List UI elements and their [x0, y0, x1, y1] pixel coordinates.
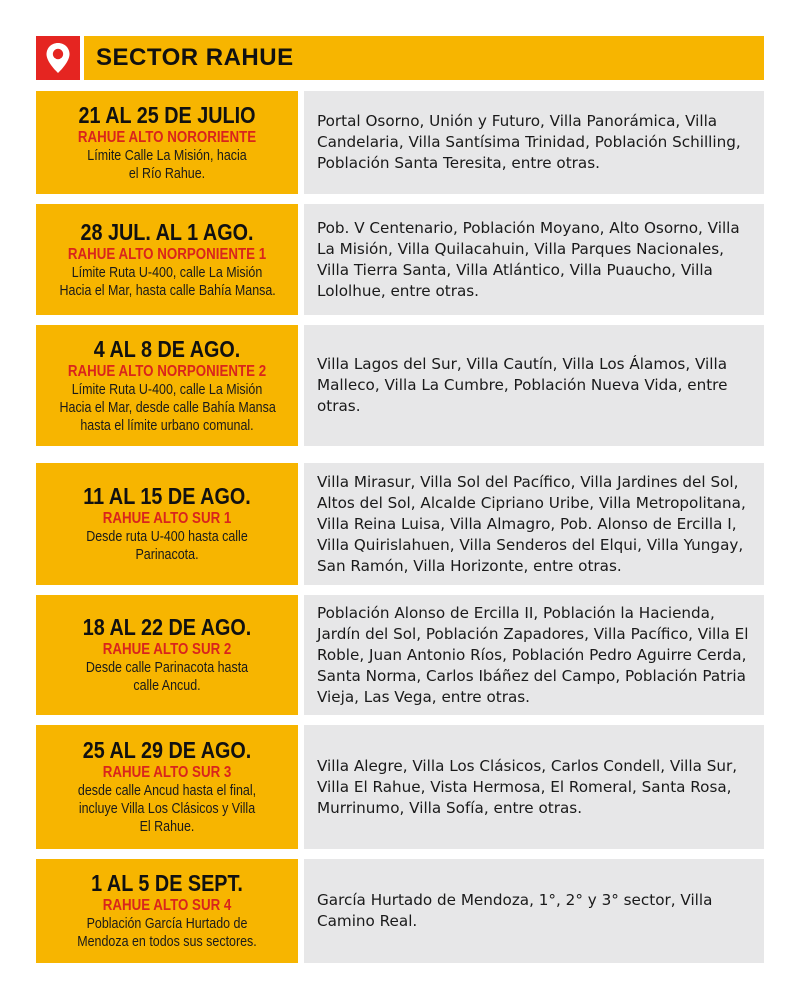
row-description [60, 782, 275, 836]
description-line: Población García Hurtado de [86, 916, 248, 932]
description-line: Hacia el Mar, hasta calle Bahía Mansa. [59, 282, 276, 299]
header-bar [84, 36, 764, 80]
row-date-cell [36, 859, 298, 963]
row-date: 1 AL 5 DE SEPT. [91, 870, 243, 896]
location-pin-icon [45, 42, 71, 74]
row-sector: RAHUE ALTO NORORIENTE [77, 128, 257, 146]
row-description [60, 381, 275, 435]
pin-box [36, 36, 80, 80]
row-places-cell [304, 325, 764, 446]
row-date-cell [36, 463, 298, 585]
description-line: El Rahue. [139, 819, 195, 835]
schedule-row [36, 204, 764, 315]
description-line: desde calle Ancud hasta el final, [77, 783, 257, 799]
row-places-cell [304, 725, 764, 849]
row-places-cell [304, 204, 764, 315]
row-places: Pob. V Centenario, Población Moyano, Alto Osorno, Villa La Misión, Villa Quilacahuin, Villa Parques Nacionales, Villa Tierra Santa, Villa Atlántico, Villa Puaucho, Villa Lololhue, entre otras. [317, 218, 740, 300]
row-date: 25 AL 29 DE AGO. [82, 737, 252, 763]
row-date: 21 AL 25 DE JULIO [78, 101, 256, 128]
schedule-row [36, 595, 764, 715]
description-line: Límite Ruta U-400, calle La Misión [71, 381, 263, 398]
page-title: SECTOR RAHUE [96, 44, 294, 71]
schedule-row [36, 463, 764, 585]
description-line: Mendoza en todos sus sectores. [77, 934, 257, 950]
description-line: el Río Rahue. [128, 165, 206, 182]
description-line: incluye Villa Los Clásicos y Villa [78, 801, 256, 817]
row-sector: RAHUE ALTO SUR 3 [102, 764, 232, 781]
row-description [60, 659, 275, 695]
row-places: Villa Mirasur, Villa Sol del Pacífico, Villa Jardines del Sol, Altos del Sol, Alcalde Cipriano Uribe, Villa Metropolitana, Villa Reina Luisa, Villa Almagro, Pob. Alonso de Ercilla I, Villa Quirislahuen, Villa Senderos del Elqui, Villa Yungay, San Ramón, Villa Horizonte, entre otras. [317, 472, 746, 575]
row-date-cell [36, 595, 298, 715]
row-date-cell [36, 91, 298, 194]
row-date: 11 AL 15 DE AGO. [83, 483, 251, 509]
header [36, 36, 764, 80]
description-line: calle Ancud. [133, 678, 201, 694]
row-date: 4 AL 8 DE AGO. [93, 335, 241, 362]
schedule-row [36, 725, 764, 849]
row-places: García Hurtado de Mendoza, 1°, 2° y 3° sector, Villa Camino Real. [317, 891, 713, 930]
row-places-cell [304, 463, 764, 585]
row-places-cell [304, 595, 764, 715]
description-line: Límite Ruta U-400, calle La Misión [71, 264, 263, 281]
description-line: Límite Calle La Misión, hacia [87, 147, 247, 164]
row-sector: RAHUE ALTO NORPONIENTE 2 [67, 362, 267, 380]
row-sector: RAHUE ALTO SUR 2 [102, 641, 232, 658]
row-sector: RAHUE ALTO SUR 1 [102, 510, 232, 527]
row-places: Villa Lagos del Sur, Villa Cautín, Villa Los Álamos, Villa Malleco, Villa La Cumbre, Población Nueva Vida, entre otras. [317, 355, 728, 415]
row-sector: RAHUE ALTO NORPONIENTE 1 [67, 245, 267, 263]
row-date: 28 JUL. AL 1 AGO. [80, 218, 254, 245]
row-places-cell [304, 859, 764, 963]
row-description [60, 147, 275, 183]
row-description [60, 528, 275, 564]
row-places: Población Alonso de Ercilla II, Población la Hacienda, Jardín del Sol, Población Zapadores, Villa Pacífico, Villa El Roble, Juan Antonio Ríos, Población Pedro Aguirre Cerda, Santa Norma, Carlos Ibáñez del Campo, Población Patria Vieja, Las Vega, entre otras. [317, 603, 749, 706]
row-date-cell [36, 725, 298, 849]
description-line: Desde calle Parinacota hasta [85, 660, 249, 676]
row-places: Villa Alegre, Villa Los Clásicos, Carlos Condell, Villa Sur, Villa El Rahue, Vista Hermosa, El Romeral, Santa Rosa, Murrinumo, Villa Sofía, entre otras. [317, 756, 738, 817]
description-line: Hacia el Mar, desde calle Bahía Mansa [59, 399, 276, 416]
row-places-cell [304, 91, 764, 194]
row-sector: RAHUE ALTO SUR 4 [102, 897, 232, 914]
schedule-row [36, 91, 764, 194]
description-line: hasta el límite urbano comunal. [80, 417, 254, 434]
row-date: 18 AL 22 DE AGO. [82, 614, 252, 640]
description-line: Parinacota. [135, 547, 199, 563]
row-date-cell [36, 325, 298, 446]
row-places: Portal Osorno, Unión y Futuro, Villa Panorámica, Villa Candelaria, Villa Santísima Trinidad, Población Schilling, Población Santa Teresita, entre otras. [317, 112, 741, 172]
row-date-cell [36, 204, 298, 315]
row-description [60, 915, 275, 951]
schedule-row [36, 859, 764, 963]
schedule-row [36, 325, 764, 446]
row-description [60, 264, 275, 300]
description-line: Desde ruta U-400 hasta calle [86, 529, 248, 545]
